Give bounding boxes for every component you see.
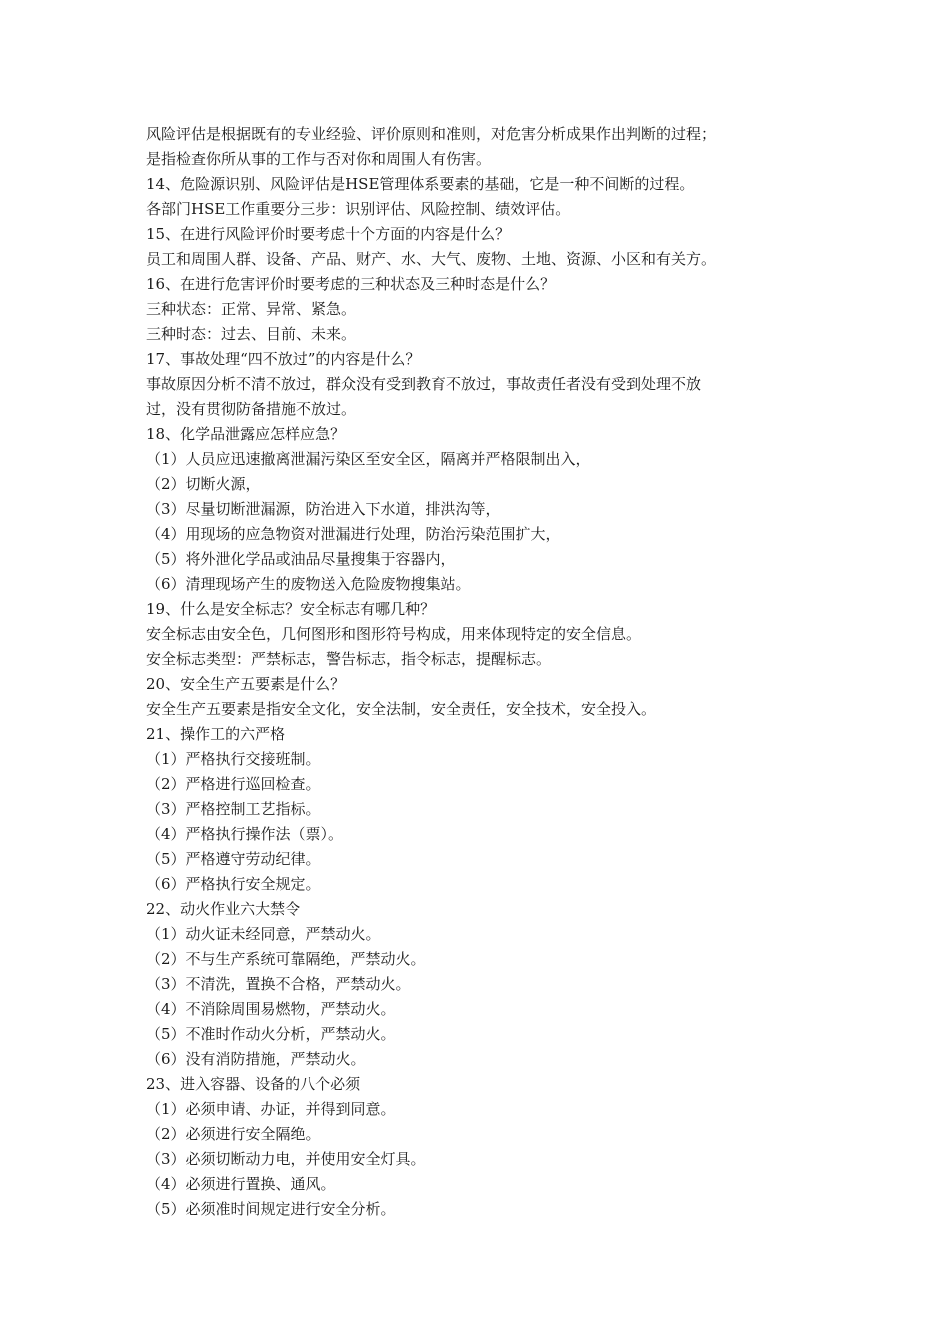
- list-item: （5）不准时作动火分析，严禁动火。: [146, 1025, 396, 1043]
- text-line: 风险评估是根据既有的专业经验、评价原则和准则，对危害分析成果作出判断的过程；: [146, 125, 717, 143]
- list-item: （6）严格执行安全规定。: [146, 875, 321, 893]
- text-line: 三种状态：正常、异常、紧急。: [146, 300, 357, 318]
- list-item: （5）将外泄化学品或油品尽量搜集于容器内，: [146, 550, 456, 568]
- question-heading: 21、操作工的六严格: [146, 725, 286, 743]
- question-heading: 14、危险源识别、风险评估是HSE管理体系要素的基础，它是一种不间断的过程。: [146, 175, 695, 193]
- list-item: （2）不与生产系统可靠隔绝，严禁动火。: [146, 950, 426, 968]
- list-item: （3）不清洗，置换不合格，严禁动火。: [146, 975, 411, 993]
- question-heading: 16、在进行危害评价时要考虑的三种状态及三种时态是什么？: [146, 275, 556, 293]
- text-line: 各部门HSE工作重要分三步：识别评估、风险控制、绩效评估。: [146, 200, 571, 218]
- list-item: （6）没有消防措施，严禁动火。: [146, 1050, 366, 1068]
- question-heading: 23、进入容器、设备的八个必须: [146, 1075, 361, 1093]
- text-line: 安全生产五要素是指安全文化，安全法制，安全责任，安全技术，安全投入。: [146, 700, 657, 718]
- question-heading: 22、动火作业六大禁令: [146, 900, 301, 918]
- list-item: （3）必须切断动力电，并使用安全灯具。: [146, 1150, 426, 1168]
- text-line: 三种时态：过去、目前、未来。: [146, 325, 357, 343]
- question-heading: 18、化学品泄露应怎样应急？: [146, 425, 346, 443]
- question-heading: 17、事故处理“四不放过”的内容是什么？: [146, 350, 421, 368]
- list-item: （2）必须进行安全隔绝。: [146, 1125, 321, 1143]
- question-heading: 19、什么是安全标志？安全标志有哪几种？: [146, 600, 436, 618]
- list-item: （6）清理现场产生的废物送入危险废物搜集站。: [146, 575, 471, 593]
- list-item: （4）必须进行置换、通风。: [146, 1175, 336, 1193]
- list-item: （1）严格执行交接班制。: [146, 750, 321, 768]
- list-item: （1）人员应迅速撤离泄漏污染区至安全区，隔离并严格限制出入，: [146, 450, 591, 468]
- text-line: 员工和周围人群、设备、产品、财产、水、大气、废物、土地、资源、小区和有关方。: [146, 250, 717, 268]
- list-item: （2）严格进行巡回检查。: [146, 775, 321, 793]
- question-heading: 15、在进行风险评价时要考虑十个方面的内容是什么？: [146, 225, 511, 243]
- list-item: （4）不消除周围易燃物，严禁动火。: [146, 1000, 396, 1018]
- list-item: （4）严格执行操作法（票）。: [146, 825, 344, 843]
- list-item: （1）必须申请、办证，并得到同意。: [146, 1100, 396, 1118]
- list-item: （4）用现场的应急物资对泄漏进行处理，防治污染范围扩大，: [146, 525, 561, 543]
- list-item: （3）严格控制工艺指标。: [146, 800, 321, 818]
- list-item: （1）动火证未经同意，严禁动火。: [146, 925, 381, 943]
- text-line: 过，没有贯彻防备措施不放过。: [146, 400, 357, 418]
- list-item: （5）必须准时间规定进行安全分析。: [146, 1200, 396, 1218]
- list-item: （5）严格遵守劳动纪律。: [146, 850, 321, 868]
- list-item: （3）尽量切断泄漏源，防治进入下水道，排洪沟等，: [146, 500, 501, 518]
- list-item: （2）切断火源，: [146, 475, 261, 493]
- text-line: 事故原因分析不清不放过，群众没有受到教育不放过，事故责任者没有受到处理不放: [146, 375, 702, 393]
- text-line: 是指检查你所从事的工作与否对你和周围人有伤害。: [146, 150, 492, 168]
- text-line: 安全标志由安全色，几何图形和图形符号构成，用来体现特定的安全信息。: [146, 625, 642, 643]
- document-body: [146, 122, 846, 1222]
- question-heading: 20、安全生产五要素是什么？: [146, 675, 346, 693]
- text-line: 安全标志类型：严禁标志，警告标志，指令标志，提醒标志。: [146, 650, 552, 668]
